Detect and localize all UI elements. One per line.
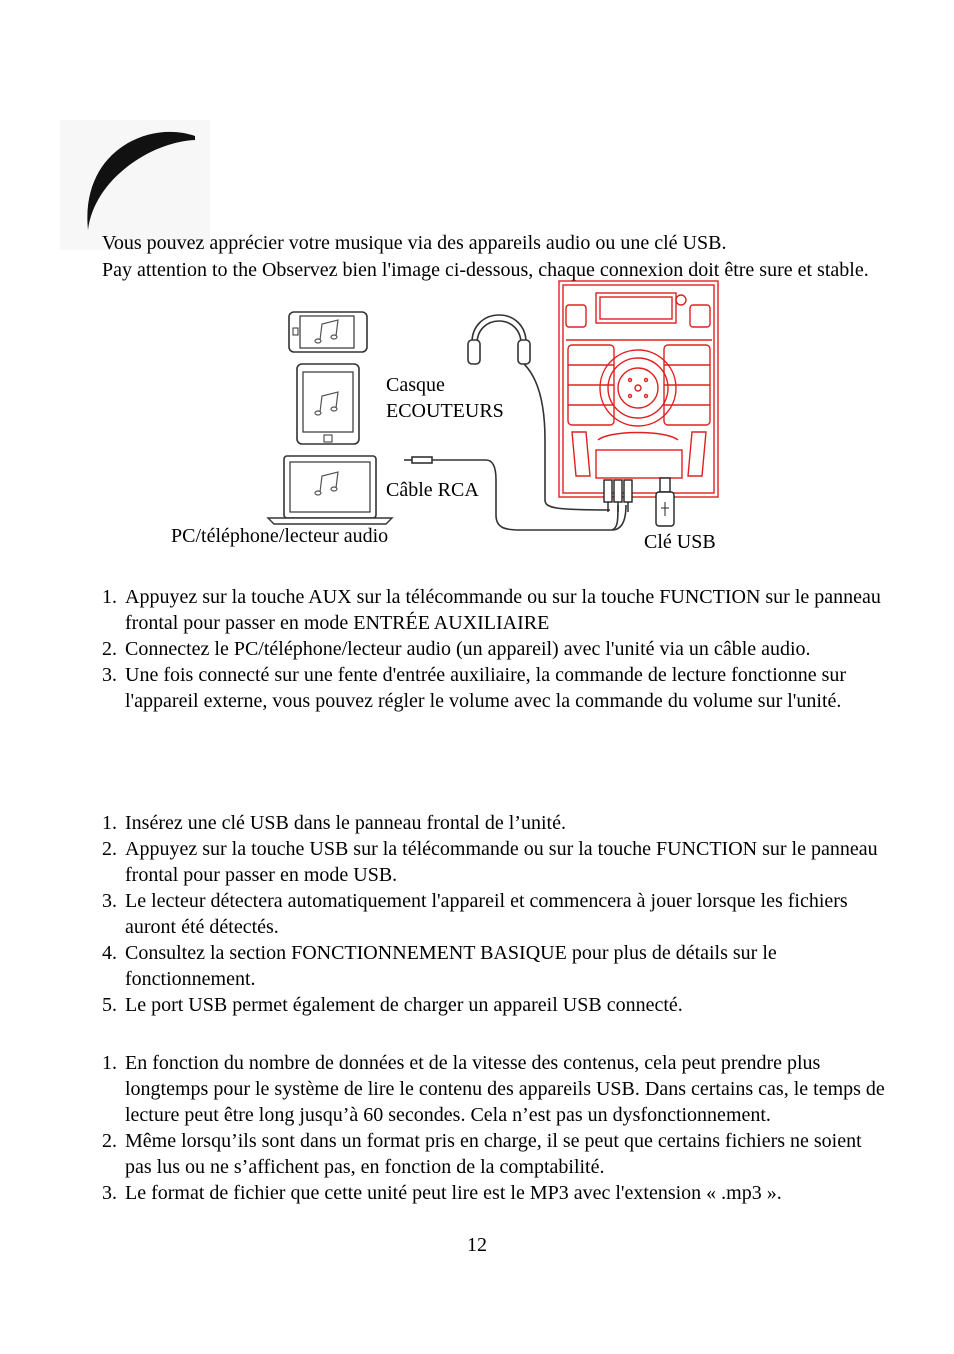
step-text: Consultez la section FONCTIONNEMENT BASIQUE pour plus de détails sur le fonctionnement.: [125, 942, 777, 990]
rca-cable-label: Câble RCA: [386, 479, 479, 501]
list-item: [102, 810, 892, 836]
laptop-icon: [268, 456, 392, 524]
list-item: [102, 836, 892, 888]
speaker-icon: [559, 281, 718, 497]
step-text: Le format de fichier que cette unité peut lire est le MP3 avec l'extension « .mp3 ».: [125, 1182, 782, 1204]
connection-diagram: [0, 0, 954, 560]
tablet-icon: [297, 364, 359, 444]
step-number: 5.: [102, 994, 117, 1016]
step-number: 1.: [102, 812, 117, 834]
list-item: [102, 584, 892, 636]
list-item: [102, 888, 892, 940]
usb-steps-list: [102, 810, 892, 1018]
usb-key-label: Clé USB: [644, 531, 716, 553]
step-text: Appuyez sur la touche USB sur la télécommande ou sur la touche FUNCTION sur le panneau frontal pour passer en mode USB.: [125, 838, 878, 886]
headphones-label: Casque: [386, 374, 445, 396]
intro-line-1: Vous pouvez apprécier votre musique via des appareils audio ou une clé USB.: [102, 232, 727, 254]
step-text: Une fois connecté sur une fente d'entrée auxiliaire, la commande de lecture fonctionne sur l'appareil externe, vous pouvez régler le volume avec la commande du volume sur l'unité.: [125, 664, 847, 712]
step-number: 4.: [102, 942, 117, 964]
usb-key-icon: [656, 478, 674, 526]
audio-source-label: PC/téléphone/lecteur audio: [171, 525, 389, 547]
notes-list: [102, 1050, 892, 1206]
step-text: Même lorsqu’ils sont dans un format pris en charge, il se peut que certains fichiers ne soient pas lus ou ne s’affichent pas, en fonction de la comptabilité.: [125, 1130, 862, 1178]
intro-line-2: Pay attention to the Observez bien l'image ci-dessous, chaque connexion doit être sure et stable.: [102, 258, 869, 281]
page-number: 12: [467, 1234, 487, 1256]
step-text: Connectez le PC/téléphone/lecteur audio (un appareil) avec l'unité via un câble audio.: [125, 638, 811, 660]
step-number: 3.: [102, 1182, 117, 1204]
list-item: [102, 636, 892, 662]
list-item: [102, 662, 892, 714]
phone-icon: [289, 312, 367, 352]
list-item: [102, 940, 892, 992]
step-number: 2.: [102, 838, 117, 860]
step-number: 2.: [102, 638, 117, 660]
step-number: 2.: [102, 1130, 117, 1152]
step-number: 3.: [102, 890, 117, 912]
step-number: 1.: [102, 586, 117, 608]
list-item: [102, 1128, 892, 1180]
step-text: Insérez une clé USB dans le panneau frontal de l’unité.: [125, 812, 566, 834]
step-text: Appuyez sur la touche AUX sur la télécommande ou sur la touche FUNCTION sur le panneau frontal pour passer en mode ENTRÉE AUXILIAIRE: [125, 586, 881, 634]
list-item: [102, 992, 892, 1018]
rca-plugs: [604, 480, 632, 512]
list-item: [102, 1050, 892, 1128]
list-item: [102, 1180, 892, 1206]
earphones-label: ECOUTEURS: [386, 400, 504, 422]
step-number: 3.: [102, 664, 117, 686]
step-number: 1.: [102, 1052, 117, 1074]
aux-steps-list: [102, 584, 892, 714]
step-text: Le port USB permet également de charger un appareil USB connecté.: [125, 994, 683, 1016]
step-text: Le lecteur détectera automatiquement l'appareil et commencera à jouer lorsque les fichiers auront été détectés.: [125, 890, 848, 938]
step-text: En fonction du nombre de données et de la vitesse des contenus, cela peut prendre plus longtemps pour le système de lire le contenu des appareils USB. Dans certains cas, le temps de lecture peut être long jusqu’à 60 secondes. Cela n’est pas un dysfonctionnement.: [125, 1052, 885, 1126]
